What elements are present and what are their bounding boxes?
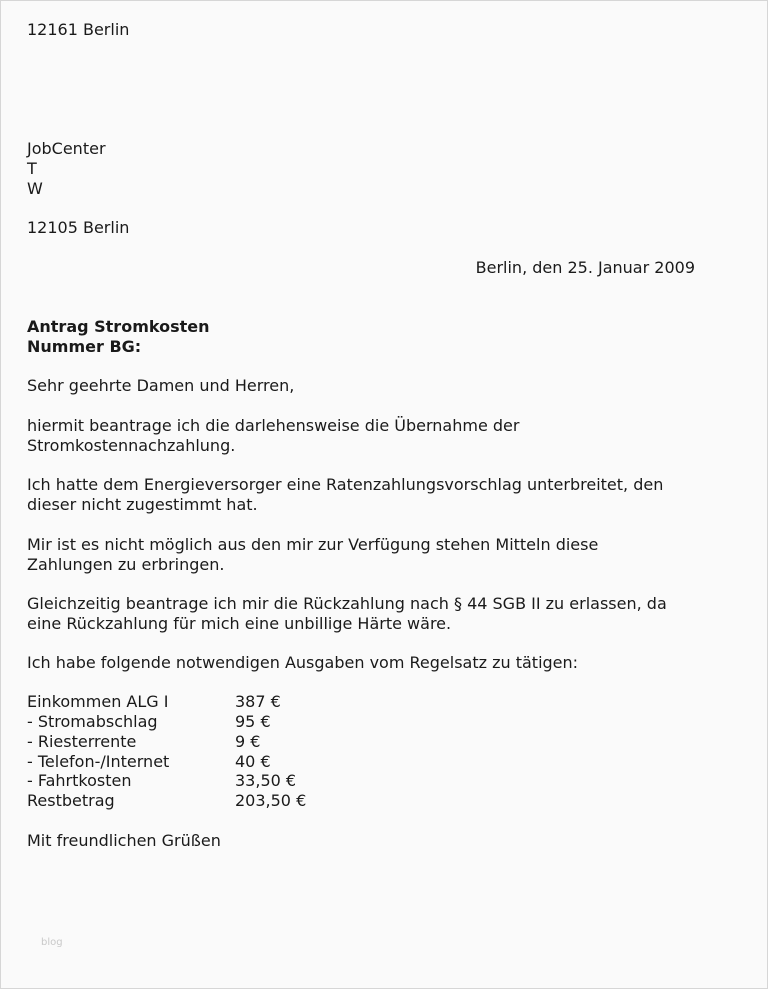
subject-line-2: Nummer BG:	[27, 337, 142, 356]
budget-label: Restbetrag	[27, 791, 115, 810]
sender-city: 12161 Berlin	[27, 20, 130, 39]
paragraph-4-line-1: Gleichzeitig beantrage ich mir die Rückzahlung nach § 44 SGB II zu erlassen, da	[27, 594, 667, 613]
recipient-city: 12105 Berlin	[27, 218, 130, 237]
paragraph-2-line-2: dieser nicht zugestimmt hat.	[27, 495, 258, 514]
subject-line-1: Antrag Stromkosten	[27, 317, 210, 336]
budget-amount: 9 €	[235, 732, 261, 751]
budget-amount: 40 €	[235, 752, 271, 771]
paragraph-1-line-2: Stromkostennachzahlung.	[27, 436, 236, 455]
recipient-line-w: W	[27, 179, 43, 198]
budget-label: - Stromabschlag	[27, 712, 158, 731]
budget-amount: 203,50 €	[235, 791, 307, 810]
budget-amount: 33,50 €	[235, 771, 297, 790]
budget-label: - Fahrtkosten	[27, 771, 132, 790]
paragraph-3-line-2: Zahlungen zu erbringen.	[27, 555, 225, 574]
paragraph-1-line-1: hiermit beantrage ich die darlehensweise die Übernahme der	[27, 416, 520, 435]
paragraph-2-line-1: Ich hatte dem Energieversorger eine Ratenzahlungsvorschlag unterbreitet, den	[27, 475, 664, 494]
closing: Mit freundlichen Grüßen	[27, 831, 221, 850]
salutation: Sehr geehrte Damen und Herren,	[27, 376, 295, 395]
paragraph-5-line-1: Ich habe folgende notwendigen Ausgaben vom Regelsatz zu tätigen:	[27, 653, 579, 672]
budget-amount: 387 €	[235, 692, 281, 711]
paragraph-3-line-1: Mir ist es nicht möglich aus den mir zur Verfügung stehen Mitteln diese	[27, 535, 599, 554]
budget-amount: 95 €	[235, 712, 271, 731]
budget-label: - Telefon-/Internet	[27, 752, 170, 771]
paragraph-4-line-2: eine Rückzahlung für mich eine unbillige Härte wäre.	[27, 614, 452, 633]
recipient-line-t: T	[27, 159, 37, 178]
recipient-name: JobCenter	[27, 139, 106, 158]
budget-label: Einkommen ALG I	[27, 692, 169, 711]
date-line: Berlin, den 25. Januar 2009	[475, 258, 695, 277]
watermark: blog	[41, 937, 63, 948]
budget-label: - Riesterrente	[27, 732, 137, 751]
